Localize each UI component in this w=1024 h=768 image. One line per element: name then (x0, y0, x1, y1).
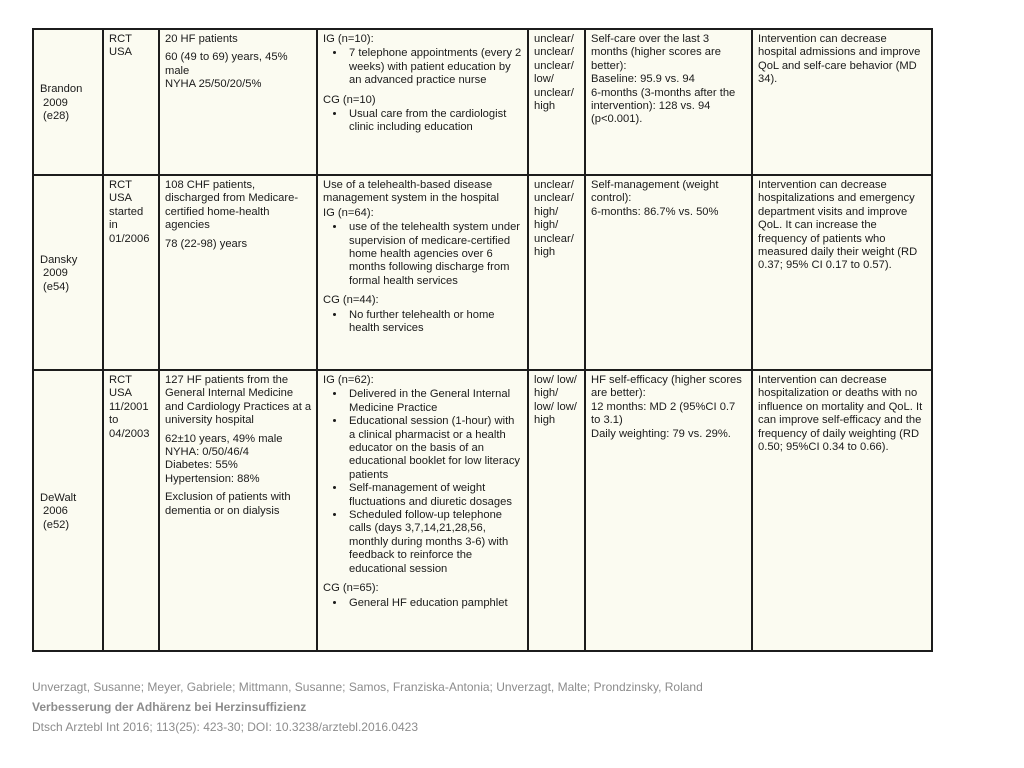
study-cell (33, 29, 103, 175)
intervention-list (323, 108, 523, 135)
design-line: started (109, 205, 144, 218)
patients-cell (159, 29, 317, 175)
intervention-list (323, 388, 523, 576)
group-label: Use of a telehealth-based disease management system in the hospital (323, 179, 499, 205)
design-line: in (109, 219, 118, 232)
design-line: USA (109, 46, 133, 59)
group-label: IG (n=64): (323, 206, 374, 219)
conclusion-text: Intervention can decrease hospital admissions and improve QoL and self-care behavior (MD 34). (758, 33, 921, 86)
design-line: to (109, 414, 119, 427)
study-name-line: 2009 (43, 96, 68, 109)
outcome-cell (585, 175, 752, 370)
footer-citation: Dtsch Arztebl Int 2016; 113(25): 423-30; DOI: 10.3238/arztebl.2016.0423 (32, 720, 419, 734)
conclusion-cell (752, 370, 932, 651)
patients-paragraph: Exclusion of patients with dementia or on dialysis (165, 491, 291, 517)
footer-article-title: Verbesserung der Adhärenz bei Herzinsuffizienz (32, 700, 307, 714)
outcome-paragraph: HF self-efficacy (higher scores are better): 12 months: MD 2 (95%CI 0.7 to 3.1) Daily weighting: 79 vs. 29%. (591, 374, 742, 440)
risk-of-bias-text: unclear/ unclear/ high/ high/ unclear/ high (534, 179, 574, 259)
study-name-line: DeWalt (40, 491, 77, 504)
outcome-paragraph: Self-care over the last 3 months (higher scores are better): Baseline: 95.9 vs. 94 6-months (3-months after the intervention): 128 vs. 94 (p<0.001). (591, 33, 736, 126)
group-label: CG (n=44): (323, 294, 379, 307)
group-label: CG (n=65): (323, 582, 379, 595)
design-line: USA (109, 192, 133, 205)
list-item: • No further telehealth or home health services (346, 309, 523, 336)
design-line: 01/2006 (109, 232, 150, 245)
study-name-line: 2006 (43, 505, 68, 518)
patients-cell (159, 370, 317, 651)
patients-paragraph: 60 (49 to 69) years, 45% male NYHA 25/50/20/5% (165, 51, 288, 91)
study-name-line: 2009 (43, 267, 68, 280)
list-item: • Delivered in the General Internal Medicine Practice (346, 388, 523, 415)
patients-paragraph: 62±10 years, 49% male NYHA: 0/50/46/4 Diabetes: 55% Hypertension: 88% (165, 432, 283, 485)
risk-of-bias-text: low/ low/ high/ low/ low/ high (534, 374, 577, 427)
intervention-cell (317, 370, 528, 651)
risk-of-bias-cell (528, 29, 585, 175)
intervention-list (323, 309, 523, 336)
group-label: IG (n=62): (323, 374, 374, 386)
patients-paragraph: 78 (22-98) years (165, 237, 248, 250)
outcome-cell (585, 29, 752, 175)
study-name-line: (e54) (43, 280, 70, 293)
patients-paragraph: 127 HF patients from the General Internal Medicine and Cardiology Practices at a university hospital (165, 374, 312, 427)
patients-paragraph: 20 HF patients (165, 33, 238, 45)
evidence-table (32, 28, 933, 652)
study-name-line: (e28) (43, 110, 70, 123)
design-line: 04/2003 (109, 427, 150, 440)
group-label: CG (n=10) (323, 93, 376, 106)
intervention-cell (317, 29, 528, 175)
outcome-cell (585, 370, 752, 651)
outcome-paragraph: Self-management (weight control): 6-months: 86.7% vs. 50% (591, 179, 719, 218)
intervention-list (323, 597, 523, 610)
intervention-list (323, 221, 523, 288)
list-item: • Self-management of weight fluctuations and diuretic dosages (346, 482, 523, 509)
design-line: USA (109, 387, 133, 400)
group-label: IG (n=10): (323, 33, 374, 45)
conclusion-text: Intervention can decrease hospitalization or deaths with no influence on mortality and QoL. It can improve self-efficacy and the frequency of daily weighting (RD 0.50; 95%CI 0.34 to 0.66). (758, 374, 923, 454)
list-item: • use of the telehealth system under supervision of medicare-certified home health agencies over 6 months following discharge from formal health services (346, 221, 523, 288)
list-item: • Usual care from the cardiologist clinic including education (346, 108, 523, 135)
risk-of-bias-text: unclear/ unclear/ unclear/ low/ unclear/ high (534, 33, 574, 113)
list-item: • 7 telephone appointments (every 2 weeks) with patient education by an advanced practice nurse (346, 47, 523, 87)
design-line: RCT (109, 179, 132, 191)
study-name-line: Dansky (40, 253, 78, 266)
intervention-list (323, 47, 523, 87)
list-item: • Scheduled follow-up telephone calls (days 3,7,14,21,28,56, monthly during months 3-6) with feedback to reinforce the educational session (346, 509, 523, 576)
study-name-line: (e52) (43, 518, 70, 531)
design-cell (103, 175, 159, 370)
study-cell (33, 370, 103, 651)
slide-footer (32, 677, 703, 737)
study-cell (33, 175, 103, 370)
design-line: RCT (109, 374, 132, 386)
risk-of-bias-cell (528, 175, 585, 370)
table-row (33, 370, 932, 651)
list-item: • General HF education pamphlet (346, 597, 523, 610)
study-name-line: Brandon (40, 83, 83, 96)
design-line: 11/2001 (109, 400, 149, 413)
conclusion-cell (752, 29, 932, 175)
design-cell (103, 29, 159, 175)
intervention-cell (317, 175, 528, 370)
design-line: RCT (109, 33, 132, 45)
design-cell (103, 370, 159, 651)
risk-of-bias-cell (528, 370, 585, 651)
table-row (33, 29, 932, 175)
list-item: • Educational session (1-hour) with a clinical pharmacist or a health educator on the basis of an educational booklet for low literacy patients (346, 415, 523, 482)
table-row (33, 175, 932, 370)
footer-authors: Unverzagt, Susanne; Meyer, Gabriele; Mittmann, Susanne; Samos, Franziska-Antonia; Unverzagt, Malte; Prondzinsky, Roland (32, 680, 703, 694)
patients-paragraph: 108 CHF patients, discharged from Medicare-certified home-health agencies (165, 179, 299, 232)
conclusion-cell (752, 175, 932, 370)
patients-cell (159, 175, 317, 370)
conclusion-text: Intervention can decrease hospitalizations and emergency department visits and improve QoL. It can increase the frequency of patients who measured daily their weight (RD 0.37; 95% CI 0.17 to 0.57). (758, 179, 918, 272)
